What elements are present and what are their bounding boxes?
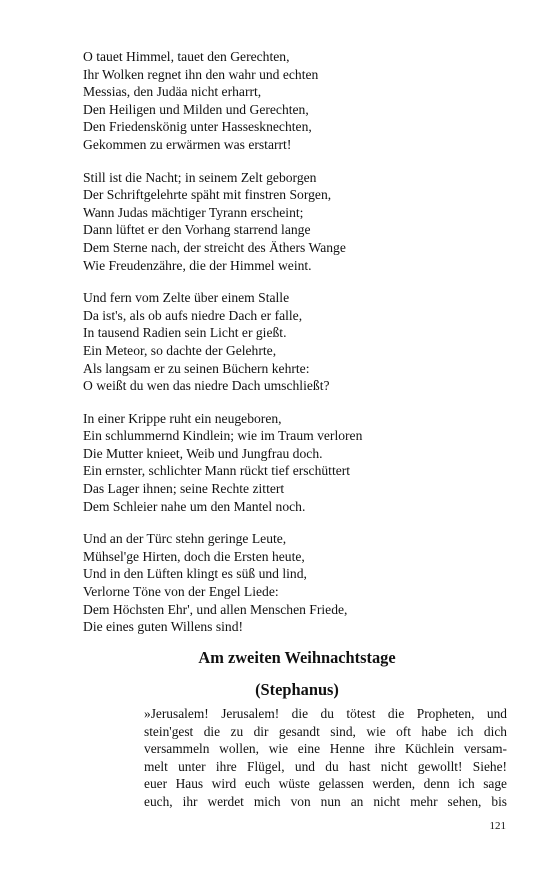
poem-line: O weißt du wen das niedre Dach umschließt? [83, 378, 330, 394]
section-title: Am zweiten Weihnachtstage [198, 648, 396, 667]
poem-line: Gekommen zu erwärmen was erstarrt! [83, 136, 292, 152]
poem-line: Als langsam er zu seinen Büchern kehrte: [83, 360, 310, 376]
section-subtitle: (Stephanus) [255, 680, 339, 699]
prose-line: melt unter ihre Flügel, und du hast nicht gewollt! Siehe! [144, 758, 507, 774]
stanza-5 [83, 530, 513, 636]
poem-line: Dem Schleier nahe um den Mantel noch. [83, 498, 306, 514]
poem-line: Und an der Türc stehn geringe Leute, [83, 531, 287, 547]
poem-line: Wann Judas mächtiger Tyrann erscheint; [83, 204, 304, 220]
stanza-1 [83, 48, 513, 154]
poem-line: Das Lager ihnen; seine Rechte zittert [83, 481, 285, 497]
poem-line: Verlorne Töne von der Engel Liede: [83, 584, 279, 600]
poem-line: Da ist's, als ob aufs niedre Dach er falle, [83, 307, 303, 323]
poem-line: Ihr Wolken regnet ihn den wahr und echten [83, 66, 319, 82]
poem-line: Dem Sterne nach, der streicht des Äthers Wange [83, 239, 346, 255]
prose-line: »Jerusalem! Jerusalem! die du tötest die Propheten, und [144, 706, 507, 721]
poem-line: Dann lüftet er den Vorhang starrend lange [83, 222, 311, 238]
poem-line: Ein ernster, schlichter Mann rückt tief erschüttert [83, 463, 351, 479]
poem-line: Den Friedenskönig unter Hassesknechten, [83, 119, 312, 135]
stanza-3 [83, 289, 513, 395]
poem-line: Und fern vom Zelte über einem Stalle [83, 290, 290, 306]
poem-line: In einer Krippe ruht ein neugeboren, [83, 410, 282, 426]
poem-line: Ein Meteor, so dachte der Gelehrte, [83, 342, 277, 358]
prose-line: euer Haus wird euch wüste gelassen werden, denn ich sage [144, 776, 507, 792]
poem-line: Dem Höchsten Ehr', und allen Menschen Friede, [83, 601, 348, 617]
poem-line: Messias, den Judäa nicht erharrt, [83, 84, 262, 100]
poem-line: Still ist die Nacht; in seinem Zelt geborgen [83, 169, 317, 185]
poem-line: Wie Freudenzähre, die der Himmel weint. [83, 257, 312, 273]
poem-line: O tauet Himmel, tauet den Gerechten, [83, 49, 290, 64]
poem-line: Die eines guten Willens sind! [83, 619, 244, 635]
stanza-2 [83, 169, 513, 275]
poem-line: Die Mutter knieet, Weib und Jungfrau doch. [83, 445, 323, 461]
poem-line: In tausend Radien sein Licht er gießt. [83, 325, 287, 341]
stanza-4 [83, 410, 513, 516]
poem-line: Und in den Lüften klingt es süß und lind, [83, 566, 307, 582]
poem-line: Der Schriftgelehrte späht mit finstren Sorgen, [83, 187, 332, 203]
poem [83, 48, 513, 651]
poem-line: Den Heiligen und Milden und Gerechten, [83, 101, 309, 117]
prose-paragraph [144, 705, 507, 811]
prose-line: versammeln wollen, wie eine Henne ihre Küchlein versam- [144, 741, 507, 757]
page-number: 121 [489, 820, 506, 832]
poem-line: Ein schlummernd Kindlein; wie im Traum verloren [83, 428, 363, 444]
poem-line: Mühsel'ge Hirten, doch die Ersten heute, [83, 548, 305, 564]
prose-line: stein'gest die zu dir gesandt sind, wie oft habe ich dich [144, 723, 507, 739]
prose-line: euch, ihr werdet mich von nun an nicht mehr sehen, bis [144, 793, 507, 809]
